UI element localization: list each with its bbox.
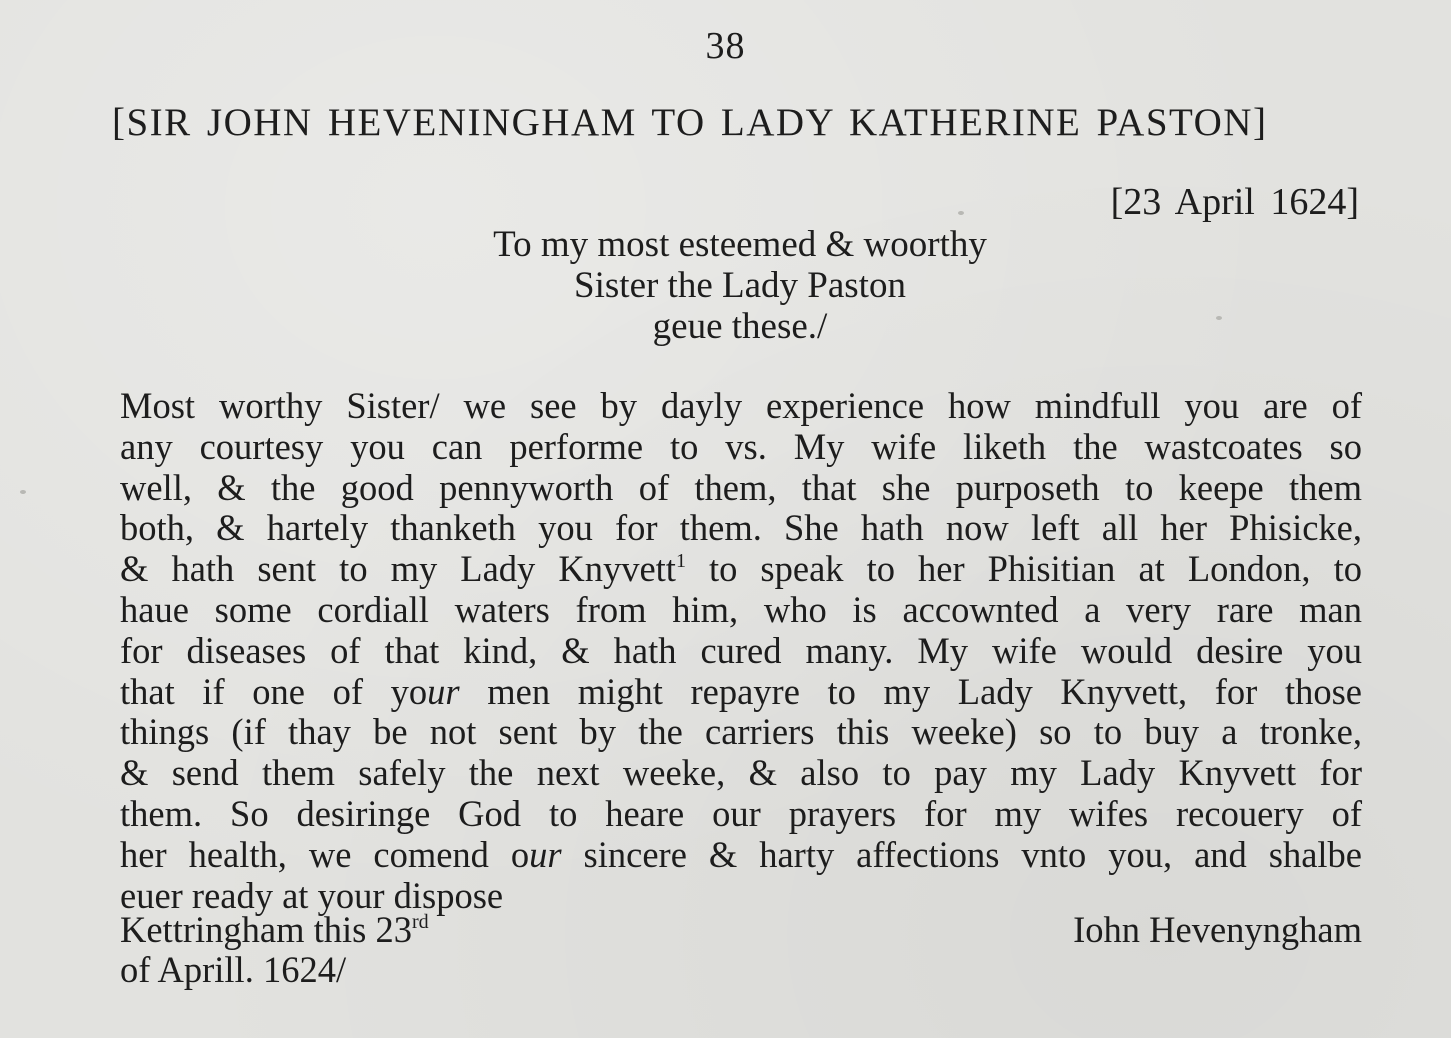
body-text-span: her health, we comend o <box>120 833 530 875</box>
closing-place <box>120 910 429 950</box>
letter-body <box>120 386 1362 916</box>
body-text-span: to speak to her Phisitian at London, to <box>685 548 1362 590</box>
italic-abbreviation: ur <box>427 670 460 712</box>
paper-speck <box>20 490 26 494</box>
body-line <box>120 672 1362 713</box>
address-line: geue these./ <box>652 306 828 347</box>
paper-speck <box>1216 316 1222 320</box>
body-text-span: men might repayre to my Lady Knyvett, for those <box>459 670 1362 712</box>
body-text-span: sincere & harty affections vnto you, and shalbe <box>561 833 1362 875</box>
address-line: Sister the Lady Paston <box>574 265 906 306</box>
body-text-span: that if one of yo <box>120 670 428 712</box>
body-line: for diseases of that kind, & hath cured many. My wife would desire you <box>120 629 1362 671</box>
paper-speck <box>958 211 964 215</box>
ordinal-suffix: rd <box>411 911 429 933</box>
body-line: & send them safely the next weeke, & also to pay my Lady Knyvett for <box>120 752 1362 794</box>
body-line: euer ready at your dispose <box>120 874 504 916</box>
letter-date: [23 April 1624] <box>1110 181 1359 223</box>
body-line: any courtesy you can performe to vs. My wife liketh the wastcoates so <box>120 425 1362 467</box>
closing-date: of Aprill. 1624/ <box>120 949 347 990</box>
body-line <box>120 549 1362 590</box>
footnote-marker: 1 <box>675 550 686 573</box>
signature: Iohn Hevenyngham <box>1073 909 1362 950</box>
page-number: 38 <box>705 25 746 67</box>
body-line: well, & the good pennyworth of them, that she purposeth to keepe them <box>120 466 1362 508</box>
body-text-span: & hath sent to my Lady Knyvett <box>120 548 676 590</box>
letter-address <box>430 224 1050 347</box>
body-line: haue some cordiall waters from him, who is accownted a very rare man <box>120 588 1362 630</box>
closing-place-text: Kettringham this 23 <box>120 909 412 950</box>
body-line: both, & hartely thanketh you for them. She hath now left all her Phisicke, <box>120 507 1362 549</box>
body-line: Most worthy Sister/ we see by dayly experience how mindfull you are of <box>120 385 1362 426</box>
letter-heading: [SIR JOHN HEVENINGHAM TO LADY KATHERINE PASTON] <box>112 101 1268 144</box>
body-line: things (if thay be not sent by the carriers this weeke) so to buy a tronke, <box>120 711 1362 753</box>
body-line <box>120 835 1362 876</box>
body-line: them. So desiringe God to heare our prayers for my wifes recouery of <box>120 792 1362 834</box>
address-line: To my most esteemed & woorthy <box>493 224 987 265</box>
italic-abbreviation: ur <box>529 833 562 875</box>
